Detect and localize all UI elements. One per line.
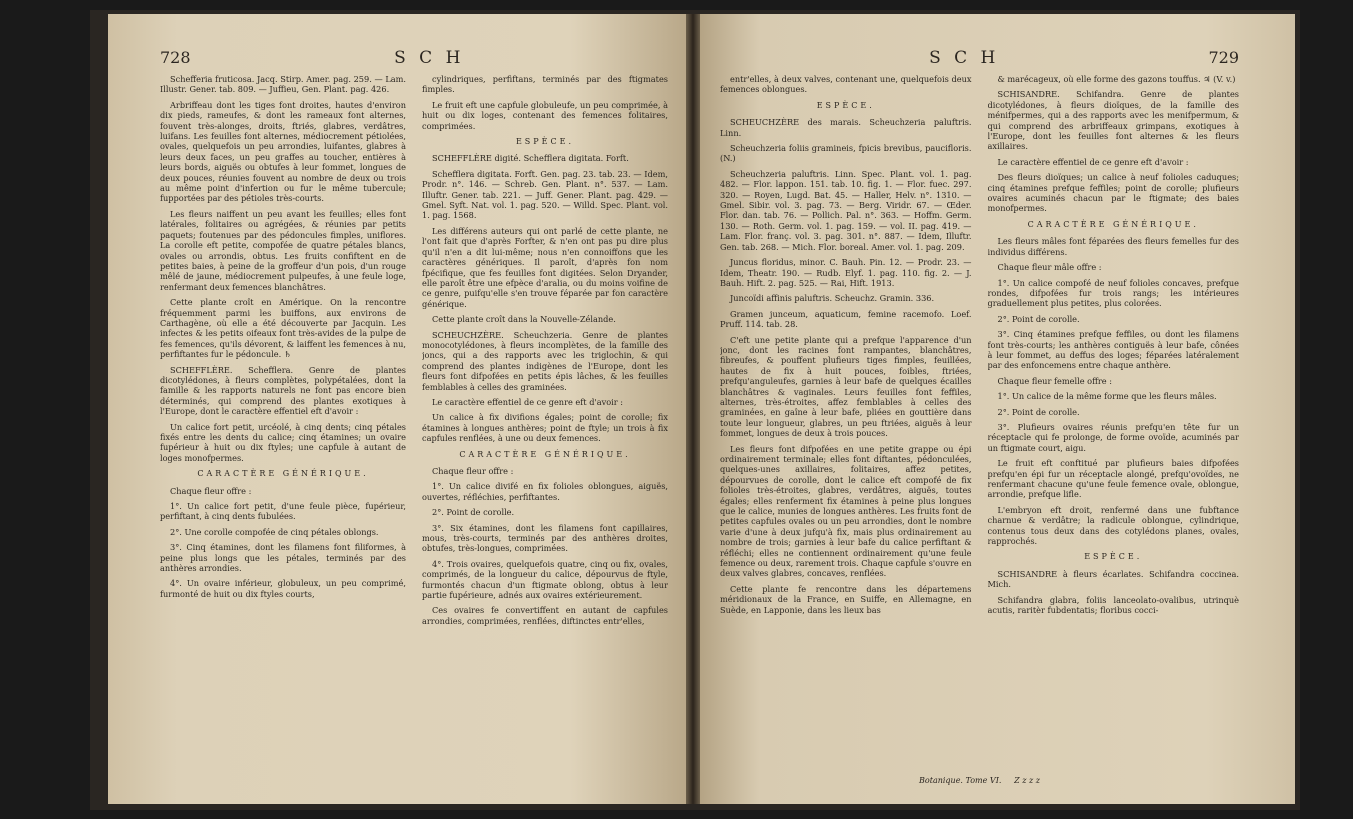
paragraph: 1°. Un calice fort petit, d'une feule pièce, fupérieur, perfiftant, à cinq dents fubulées.: [160, 501, 406, 522]
paragraph: SCHEUCHZÈRE. Scheuchzeria. Genre de plantes monocotylédones, à fleurs incomplètes, de la famille des joncs, qui a des rapports avec les triglochin, & qui comprend des plantes indigènes de l'Europe, dont les fleurs font difpofées en petits épis lâches, & les feuilles femblables à celles des graminées.: [422, 329, 668, 392]
book-spine: [686, 14, 700, 804]
paragraph: cylindriques, perfiftans, terminés par des ftigmates fimples.: [422, 74, 668, 95]
section-heading: ESPÈCE.: [515, 137, 575, 147]
paragraph: Schefflera digitata. Forft. Gen. pag. 23. tab. 23. — Idem, Prodr. n°. 146. — Schreb. Gen. Plant. n°. 537. — Lam. Illuftr. Gener. tab. 221. — Juff. Gener. Plant. pag. 429. — Gmel. Syft. Nat. vol. 1. pag. 520. — Willd. Spec. Plant. vol. 1. pag. 1568.: [422, 168, 668, 221]
paragraph: Le fruit eft conftitué par plufieurs baies difpofées prefqu'en épi fur un réceptacle alongé, prefqu'ovoïdes, ne renfermant chacune qu'une feule femence ovale, oblongue, arrondie, prefque lifle.: [987, 458, 1239, 500]
paragraph: Les fleurs naiffent un peu avant les feuilles; elles font latérales, folitaires ou agrégées, & réunies par petits paquets; foutenues par des pédoncules fimples, uniflores. La corolle eft petite, compofée de quatre pétales blancs, ovales ou arrondis, obtus. Les fruits confiftent en de petites baies, à peine de la groffeur d'un pois, d'un rouge mêlé de jaune, médiocrement pulpeufes, à une feule loge, renfermant deux femences blanchâtres.: [160, 208, 406, 292]
paragraph: 3°. Cinq étamines, dont les filamens font filiformes, à peine plus longs que les pétales, terminés par des anthères arrondies.: [160, 542, 406, 574]
right-page-number: 729: [1208, 48, 1239, 67]
left-page: [108, 14, 686, 804]
paragraph: Scheuchzeria foliis gramineis, fpicis brevibus, paucifloris. (N.): [720, 143, 972, 164]
left-page-number: 728: [160, 48, 191, 67]
paragraph: 1°. Un calice compofé de neuf folioles concaves, prefque rondes, difpofées fur trois rangs; les intérieures graduellement plus petites, plus colorées.: [987, 277, 1239, 309]
paragraph: Juncoïdi affinis paluftris. Scheuchz. Gramin. 336.: [730, 293, 935, 304]
left-head-title: S C H: [394, 48, 465, 68]
section-heading: CARACTÈRE GÉNÉRIQUE.: [459, 449, 631, 459]
paragraph: Schifandra glabra, foliis lanceolato-ovalibus, utrinquè acutis, raritèr fubdentatis; floribus cocci-: [987, 594, 1239, 616]
paragraph: SCHISANDRE à fleurs écarlates. Schifandra coccinea. Mich.: [987, 568, 1239, 590]
left-column-1: [160, 74, 406, 774]
paragraph: SCHEFFLÈRE digité. Schefflera digitata. Forft.: [432, 153, 629, 164]
paragraph: Le caractère effentiel de ce genre eft d'avoir :: [432, 396, 624, 407]
paragraph: Chaque fleur offre :: [432, 466, 514, 476]
paragraph: Un calice à fix divifions égales; point de corolle; fix étamines à longues anthères; point de ftyle; un trois à fix capfules renflées, à une ou deux femences.: [422, 412, 668, 444]
paragraph: entr'elles, à deux valves, contenant une, quelquefois deux femences oblongues.: [720, 74, 972, 95]
right-column-2: [988, 74, 1240, 774]
paragraph: 2°. Point de corolle.: [997, 313, 1080, 324]
section-heading: CARACTÈRE GÉNÉRIQUE.: [197, 469, 369, 479]
volume-footer: Botanique. Tome VI.: [919, 776, 1002, 785]
paragraph: C'eft une petite plante qui a prefque l'apparence d'un jonc, dont les racines font rampantes, blanchâtres, fibreufes, & pouffent plufieurs tiges fimples, feuillées, hautes de fix à huit pouces, foibles, ftriées, prefqu'anguleufes, garnies à leur bafe de quelques écailles blanchâtres & vaginales. Leurs feuilles font feffiles, alternes, très-étroites, affez femblables à celles des graminées, en gaîne à leur bafe, pliées en gouttière dans toute leur longueur, glabres, un peu ftriées, aiguës à leur fommet, longues de deux à trois pouces.: [720, 334, 972, 439]
paragraph: 3°. Plufieurs ovaires réunis prefqu'en tête fur un réceptacle qui fe prolonge, de forme ovoïde, acuminés par un ftigmate court, aigu.: [987, 421, 1239, 453]
paragraph: SCHEFFLÈRE. Schefflera. Genre de plantes dicotylédones, à fleurs complètes, polypétalées, dont la famille & les rapports naturels ne font pas encore bien déterminés, qui comprend des plantes exotiques à l'Europe, dont le caractère effentiel eft d'avoir :: [160, 364, 406, 417]
paragraph: SCHISANDRE. Schifandra. Genre de plantes dicotylédones, à fleurs dioïques, de la famille des ménifpermes, qui a des rapports avec les menifpermum, & qui comprend des arbriffeaux grimpans, exotiques à l'Europe, dont les feuilles font alternes & les fleurs axillaires.: [987, 89, 1239, 152]
paragraph: Les différens auteurs qui ont parlé de cette plante, ne l'ont fait que d'après Forfter, & n'en ont pas pu dire plus qu'il n'en a dit lui-même; nous n'en connoiffons que les caractères génériques. Il paroît, d'après fon nom fpécifique, que fes feuilles font digitées. Selon Dryander, elle paroît être une efpèce d'aralia, ou du moins voifine de ce genre, puifqu'elle s'en trouve féparée par fon caractère générique.: [422, 225, 668, 309]
paragraph: 1°. Un calice divifé en fix folioles oblongues, aiguës, ouvertes, réfléchies, perfiftantes.: [422, 481, 668, 502]
paragraph: 4°. Un ovaire inférieur, globuleux, un peu comprimé, furmonté de huit ou dix ftyles courts,: [160, 578, 406, 599]
paragraph: 3°. Six étamines, dont les filamens font capillaires, mous, très-courts, terminés par des anthères droites, obtufes, très-longues, comprimées.: [422, 522, 668, 554]
right-column-1: [720, 74, 972, 774]
paragraph: Arbriffeau dont les tiges font droites, hautes d'environ dix pieds, rameufes, & dont les rameaux font alternes, fouvent très-alonges, droits, ftriés, glabres, verdâtres, luifans. Les feuilles font alternes, médiocrement pétiolées, ovales, quelquefois un peu arrondies, luifantes, glabres à leurs deux faces, un peu graffes au toucher, entières à leurs bords, aiguës ou obtufes à leur fommet, longues de deux pouces, réunies fouvent au nombre de deux ou trois au même point d'infertion ou fur le même tubercule; fupportées par des pétioles très-courts.: [160, 99, 406, 204]
paragraph: Les fleurs font difpofées en une petite grappe ou épi ordinairement terminale; elles font diftantes, pédonculées, quelques-unes axillaires, folitaires, affez petites, dépourvues de corolle, dont le calice eft compofé de fix folioles très-étroites, glabres, verdâtres, aiguës, toutes égales; elles renferment fix étamines à peine plus longues que le calice, munies de longues anthères. Les fruits font de petites capfules ovales ou un peu arrondies, dont le nombre varie d'une à deux jufqu'à fix, mais plus ordinairement au nombre de trois; garnies à leur bafe du calice perfiftant & réfléchi; elles ne contiennent ordinairement qu'une feule femence ou deux, rarement trois. Chaque capfule s'ouvre en deux valves glabres, concaves, renflées.: [720, 443, 972, 579]
signature-mark: Z z z z: [1014, 776, 1040, 785]
left-running-head: [160, 48, 668, 68]
paragraph: Chaque fleur offre :: [170, 485, 252, 496]
section-heading: CARACTÈRE GÉNÉRIQUE.: [1027, 219, 1199, 229]
section-heading: ESPÈCE.: [1084, 552, 1143, 562]
paragraph: Le fruit eft une capfule globuleufe, un peu comprimée, à huit ou dix loges, contenant des femences folitaires, comprimées.: [422, 99, 668, 131]
section-heading: ESPÈCE.: [816, 100, 875, 110]
paragraph: 2°. Une corolle compofée de cinq pétales oblongs.: [170, 526, 379, 537]
paragraph: 4°. Trois ovaires, quelquefois quatre, cinq ou fix, ovales, comprimés, de la longueur du calice, dépourvus de ftyle, furmontés chacun d'un ftigmate oblong, obtus à leur partie fupérieure, adnés aux ovaires extérieurement.: [422, 558, 668, 601]
paragraph: Schefferia fruticosa. Jacq. Stirp. Amer. pag. 259. — Lam. Illustr. Gener. tab. 809. — Juffieu, Gen. Plant. pag. 426.: [160, 74, 406, 95]
paragraph: 3°. Cinq étamines prefque feffiles, ou dont les filamens font très-courts; les anthères contiguës à leur bafe, cônées à leur fommet, au deffus des loges; féparées latéralement par des enfoncemens entre chaque anthère.: [987, 329, 1239, 371]
paragraph: L'embryon eft droit, renfermé dans une fubftance charnue & verdâtre; la radicule oblongue, cylindrique, contenus tous deux dans des cotylédons planes, ovales, rapprochés.: [987, 504, 1239, 547]
paragraph: Scheuchzeria paluftris. Linn. Spec. Plant. vol. 1. pag. 482. — Flor. lappon. 151. tab. 10. fig. 1. — Flor. fuec. 297. 320. — Royen, Lugd. Bat. 45. — Haller, Helv. n°. 1310. — Gmel. Sibir. vol. 3. pag. 73. — Berg. Viridr. 67. — Œder. Flor. dan. tab. 76. — Pollich. Pal. n°. 363. — Hoffm. Germ. 130. — Roth. Germ. vol. 1. pag. 159. — vol. II. pag. 419. — Lam. Flor. franç. vol. 3. pag. 301. n°. 887. — Idem, Illuftr. Gen. tab. 268. — Mich. Flor. boreal. Amer. vol. 1. pag. 209.: [720, 168, 972, 252]
paragraph: Le caractère effentiel de ce genre eft d'avoir :: [997, 156, 1189, 167]
paragraph: SCHEUCHZÈRE des marais. Scheuchzeria paluftris. Linn.: [720, 117, 972, 138]
right-page: [700, 14, 1295, 804]
paragraph: Cette plante croît dans la Nouvelle-Zélande.: [432, 314, 616, 325]
page-footer: [720, 776, 1239, 785]
paragraph: Cette plante croît en Amérique. On la rencontre fréquemment parmi les buiffons, aux environs de Carthagène, où elle a été découverte par Jacquin. Les infectes & les petits oifeaux font très-avides de la pulpe de fes femences, qu'ils dévorent, & laiffent les femences à nu, perfiftantes fur le pédoncule. ♄: [160, 297, 406, 360]
paragraph: Des fleurs dioïques; un calice à neuf folioles caduques; cinq étamines prefque feffiles; point de corolle; plufieurs ovaires acuminés chacun par le ftigmate; des baies monofpermes.: [987, 172, 1239, 214]
paragraph: Un calice fort petit, urcéolé, à cinq dents; cinq pétales fixés entre les dents du calice; cinq étamines; un ovaire fupérieur à huit ou dix ftyles; une capfule à autant de loges monofpermes.: [160, 421, 406, 463]
paragraph: Chaque fleur femelle offre :: [997, 375, 1113, 386]
paragraph: Chaque fleur mâle offre :: [997, 262, 1102, 273]
paragraph: Cette plante fe rencontre dans les départemens méridionaux de la France, en Suiffe, en Allemagne, en Suède, en Lapponie, dans les lieux bas: [720, 583, 972, 615]
left-column-2: [422, 74, 668, 774]
paragraph: Ces ovaires fe convertiffent en autant de capfules arrondies, comprimées, renflées, diftinctes entr'elles,: [422, 605, 668, 626]
right-running-head: [720, 48, 1239, 68]
paragraph: Gramen junceum, aquaticum, femine racemofo. Loef. Pruff. 114. tab. 28.: [720, 308, 972, 330]
paragraph: 2°. Point de corolle.: [432, 507, 515, 518]
paragraph: 2°. Point de corolle.: [997, 406, 1080, 417]
paragraph: & marécageux, où elle forme des gazons touffus. ♃ (V. v.): [997, 74, 1236, 84]
paragraph: Juncus floridus, minor. C. Bauh. Pin. 12. — Prodr. 23. — Idem, Theatr. 190. — Rudb. Elyf. 1. pag. 110. fig. 2. — J. Bauh. Hift. 2. pag. 525. — Rai, Hift. 1913.: [720, 257, 972, 288]
paragraph: Les fleurs mâles font féparées des fleurs femelles fur des individus différens.: [987, 236, 1239, 257]
right-head-title: S C H: [929, 48, 1000, 68]
paragraph: 1°. Un calice de la même forme que les fleurs mâles.: [997, 391, 1217, 402]
